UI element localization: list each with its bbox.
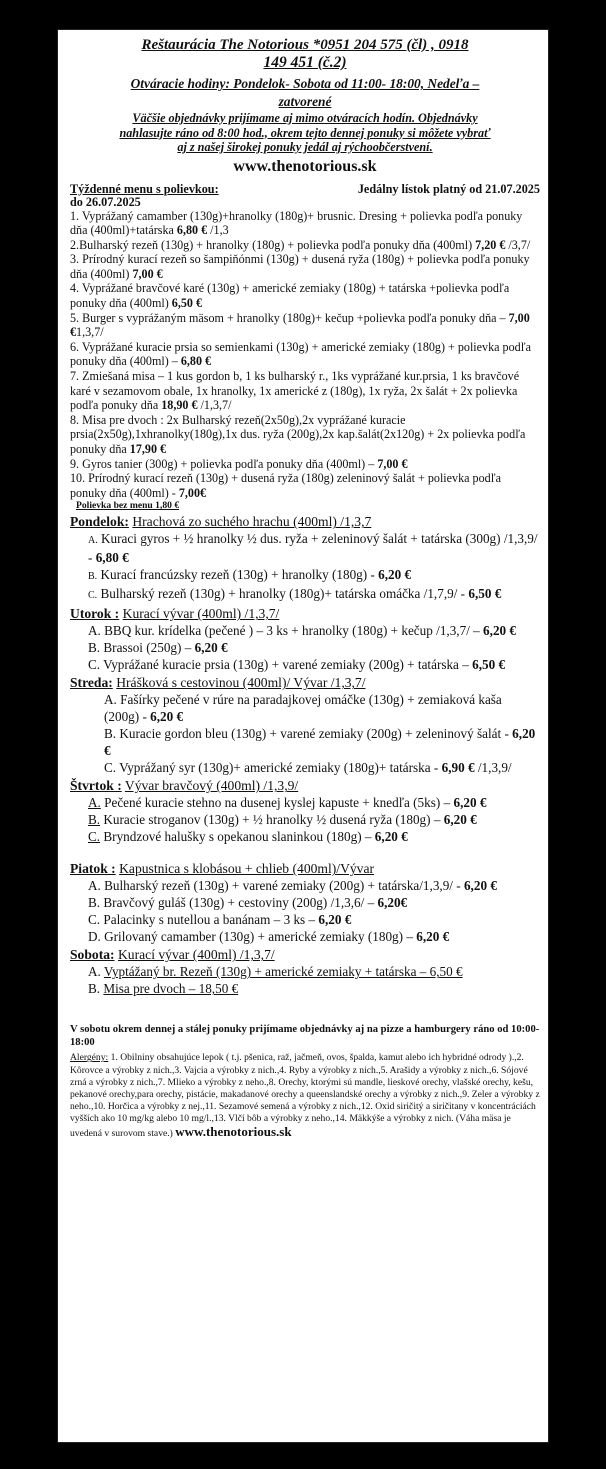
item-letter: B. [88,571,98,583]
opening-hours-closed: zatvorené [278,94,332,109]
day-menu-item [88,530,540,566]
weekly-item-allergens: /1,3,7/ [197,398,232,413]
day-menu-item [88,911,540,928]
weekly-item-allergens: /1,3 [207,223,229,238]
day-menu-item [88,566,540,585]
day-menu-item [88,963,540,980]
item-text: Vyprážané kuracie prsia (130g) + varené zemiaky (200g) + tatárska – [103,657,473,673]
weekly-item [70,471,540,500]
day-name: Utorok : [70,606,120,622]
item-text: Grilovaný camamber (130g) + americké zemiaky (180g) – [104,929,417,945]
item-letter: C. [104,760,117,776]
allergens [70,1052,540,1139]
item-price: 6,20 € [378,567,412,583]
item-price: 6,50 € [468,586,502,602]
item-letter: A. [104,692,117,708]
weekly-item-price: 7,00 € [132,266,163,281]
weekly-item [70,238,540,253]
weekly-item [70,209,540,238]
item-letter: A. [88,535,98,547]
item-price: 6,20€ [377,895,408,911]
day-menu-item [88,894,540,911]
item-text: Palacinky s nutellou a banánam – 3 ks – [103,912,319,928]
day-menu-item [88,928,540,945]
weekly-item [70,281,540,310]
item-price: 6,20 € [453,795,487,811]
weekly-item-price: 7,00€ [178,485,207,500]
item-letter: A. [88,795,101,811]
item-price: 6,20 € [104,726,536,759]
saturday-notice: V sobotu okrem dennej a stálej ponuky prijímame objednávky aj na pizze a hamburgery ráno od 10:00-18:00 [70,1024,540,1049]
weekly-item-text: 8. Misa pre dvoch : 2x Bulharský rezeň(2x50g),2x vyprážané kuracie prsia(2x50g),1xhranolky(180g),1x dus. ryža (200g),2x kap.šalát(2x120g) + 2x polievka podľa ponuky dňa [70,412,526,456]
day-name: Streda: [70,675,113,691]
notice-line-2: nahlasujte ráno od 8:00 hod., okrem tejto dennej ponuky si môžete vybrať [119,125,491,140]
item-text: Vyprážaný syr (130g)+ americké zemiaky (180g)+ tatárska - [119,760,442,776]
day-name: Pondelok: [70,514,129,530]
notice-line-3: aj z našej širokej ponuky jedál aj rýchoobčerstvení. [177,140,433,154]
weekly-title: Týždenné menu s polievkou: [70,181,219,196]
allergens-label: Alergény: [70,1052,109,1064]
weekly-item-price: 7,00 € [70,310,530,340]
day-heading [70,946,540,963]
weekly-item-text: 1. Vyprážaný camamber (130g)+hranolky (180g)+ brusnic. Dresing + polievka podľa ponuky dňa (400ml)+tatárska [70,208,523,238]
item-text: Bulharský rezeň (130g) + hranolky (180g)+ tatárska omáčka /1,7,9/ - [100,586,469,602]
day-heading [70,513,540,530]
item-price: 6,20 € [483,623,517,639]
weekly-item-price: 7,00 € [377,456,408,471]
item-text: BBQ kur. krídelka (pečené ) – 3 ks + hranolky (180g) + kečup /1,3,7/ – [104,623,484,639]
item-text: Bulharský rezeň (130g) + varené zemiaky (200g) + tatárska/1,3,9/ - [104,878,464,894]
item-text: Bravčový guláš (130g) + cestoviny (200g) /1,3,6/ – [103,895,378,911]
item-letter: C. [88,590,98,602]
day-menu-item [104,725,540,759]
day-menu-item [88,794,540,811]
item-text: Kuracie stroganov (130g) + ½ hranolky ½ dusená ryža (180g) – [103,812,444,828]
weekly-item-text: 10. Prírodný kurací rezeň (130g) + dusená ryža (180g) zeleninový šalát + polievka podľa ponuky dňa (400ml) - [70,471,501,500]
day-menu-item [104,691,540,725]
weekly-item [70,311,540,340]
weekly-item-text: 9. Gyros tanier (300g) + polievka podľa ponuky dňa (400ml) – [70,456,378,471]
day-menu-item [104,759,540,776]
day-name: Piatok : [70,861,116,877]
item-letter: B. [88,895,101,911]
day-soup: Hrášková s cestovinou (400ml)/ Vývar /1,3,7/ [116,675,366,691]
item-text: Kuracie gordon bleu (130g) + varené zemiaky (200g) + zeleninový šalát - [119,726,513,742]
day-soup: Kurací vývar (400ml) /1,3,7/ [122,606,280,622]
item-text: Kurací francúzsky rezeň (130g) + hranolky (180g) - [100,567,379,583]
day-heading [70,860,540,877]
website: www.thenotorious.sk [233,157,377,175]
weekly-valid-from: Jedálny lístok platný od 21.07.2025 [357,181,540,196]
weekly-item-price: 6,50 € [171,296,203,311]
day-heading [70,777,540,794]
day-heading [70,674,540,691]
daily-menu [70,513,540,997]
weekly-item-price: 6,80 € [176,223,208,238]
weekly-item [70,340,540,369]
day-menu-item [88,585,540,604]
weekly-item [70,413,540,457]
weekly-item-allergens: /3,7/ [505,237,531,252]
item-price: 6,20 € [443,812,477,828]
weekly-item-text: 3. Prírodný kurací rezeň so šampiňónmi (130g) + dusená ryža (180g) + polievka podľa ponuky dňa (400ml) [70,252,530,281]
item-price: 6,20 € [463,878,497,894]
opening-hours: Otváracie hodiny: Pondelok- Sobota od 11:00- 18:00, Nedeľa – [130,76,480,91]
day-soup: Hrachová zo suchého hrachu (400ml) /1,3,7 [132,514,372,530]
weekly-menu-list [70,209,540,501]
item-text: Brassoi (250g) – [103,640,195,656]
item-price: 6,90 € [441,760,475,776]
weekly-item-price: 7,20 € [475,237,506,252]
allergens-text: 1. Obilniny obsahujúce lepok ( t.j. pšenica, raž, jačmeň, ovos, špalda, kamut alebo ich hybridné odrody ).,2. Kôrovce a výrobky z nich.,3. Vajcia a výrobky z nich.,4. Ryby a výrobky z nich.,5. Arašidy a výrobky z nich.,6. Sójové zrná a výrobky z nich.,7. Mlieko a výrobky z neho.,8. Orechy, ktorými sú mandle, lieskové orechy, vlašské orechy, kešu, pekanové orechy,para orechy, pistácie, makadanové orechy a queenslandské orechy a výrobky z nich.,9. Zeler a výrobky z neho.,10. Horčica a výrobky z nej.,11. Sezamové semená a výrobky z nich.,12. Oxid siričitý a siričitany v koncentráciách vyšších ako 10 mg/kg alebo 10 mg/l.,13. Vlčí bôb a výrobky z neho.,14. Mäkkýše a výrobky z nich. (Váha mäsa je uvedená v surovom stave.) [70,1052,540,1139]
item-text: Pečené kuracie stehno na dusenej kyslej kapuste + knedľa (5ks) – [104,795,454,811]
day-menu-item [88,828,540,845]
day-menu-item [88,811,540,828]
item-price: 6,20 € [194,640,228,656]
footer-website: www.thenotorious.sk [175,1123,292,1139]
day-menu-item [88,622,540,639]
item-letter: A. [88,964,101,980]
item-letter: C. [88,657,101,673]
weekly-item-text: 2.Bulharský rezeň (130g) + hranolky (180g) + polievka podľa ponuky dňa (400ml) [70,237,476,252]
weekly-item-price: 6,80 € [180,354,212,369]
day-soup: Vývar bravčový (400ml) /1,3,9/ [124,778,299,794]
day-menu-item [88,656,540,673]
item-allergens: /1,3,9/ [474,760,512,776]
weekly-item-allergens: 1,3,7/ [76,325,104,340]
item-text: Misa pre dvoch – 18,50 € [103,981,239,997]
item-letter: B. [88,640,101,656]
weekly-item [70,369,540,413]
restaurant-phone-line: 149 451 (č.2) [263,54,347,71]
day-heading [70,605,540,622]
day-menu-item [88,980,540,997]
weekly-item-text: 6. Vyprážané kuracie prsia so semienkami (130g) + americké zemiaky (180g) + polievka podľa ponuky dňa (400ml) – [70,339,531,369]
day-soup: Kapustnica s klobásou + chlieb (400ml)/Vývar [119,861,375,877]
item-letter: C. [88,829,101,845]
item-price: 6,20 € [416,929,450,945]
weekly-item [70,252,540,281]
day-name: Štvrtok : [70,778,122,794]
weekly-item-price: 18,90 € [161,398,198,413]
item-price: 6,20 € [374,829,408,845]
item-letter: A. [88,878,101,894]
weekly-item-price: 17,90 € [129,442,167,456]
weekly-item-text: 7. Zmiešaná misa – 1 kus gordon b, 1 ks bulharský r., 1ks vyprážané kur.prsia, 1 ks bravčové karé v sezamovom obale, 1x hranolky, 1x americké z (180g), 1x ryža, 2x šalát + 2x polievka podľa ponuky dňa [70,369,520,413]
item-text: Vyptážaný br. Rezeň (130g) + americké zemiaky + tatárska – 6,50 € [103,964,463,980]
item-text: Kuraci gyros + ½ hranolky ½ dus. ryža + zeleninový šalát + tatárska (300g) /1,3,9/ - [88,531,538,566]
item-letter: D. [88,929,101,945]
menu-document [58,30,548,1442]
day-menu-item [88,639,540,656]
day-soup: Kurací vývar (400ml) /1,3,7/ [117,947,275,963]
item-text: Bryndzové halušky s opekanou slaninkou (180g) – [103,829,375,845]
item-text: Fašírky pečené v rúre na paradajkovej omáčke (130g) + zemiaková kaša (200g) - [104,692,502,725]
item-price: 6,20 € [150,709,184,725]
item-letter: B. [104,726,117,742]
notice-line-1: Väčšie objednávky prijímame aj mimo otváracích hodín. Objednávky [132,111,478,125]
item-letter: B. [88,981,101,997]
item-letter: B. [88,812,101,828]
soup-only-price: Polievka bez menu 1,80 € [76,500,180,512]
weekly-header [70,183,540,196]
weekly-item-text: 5. Burger s vyprážaným mäsom + hranolky (180g)+ kečup +polievka podľa ponuky dňa – [70,310,509,325]
item-price: 6,20 € [318,912,352,928]
restaurant-contact-line: Reštaurácia The Notorious *0951 204 575 (čl) , 0918 [141,37,469,53]
day-menu-item [88,877,540,894]
item-price: 6,80 € [95,550,129,566]
weekly-valid-to: do 26.07.2025 [70,194,141,209]
weekly-item [70,457,540,472]
item-letter: C. [88,912,101,928]
item-letter: A. [88,623,101,639]
item-price: 6,50 € [472,657,506,673]
weekly-item-text: 4. Vyprážané bravčové karé (130g) + americké zemiaky (180g) + tatárska +polievka podľa ponuky dňa (400ml) [70,281,510,311]
day-name: Sobota: [70,947,115,963]
